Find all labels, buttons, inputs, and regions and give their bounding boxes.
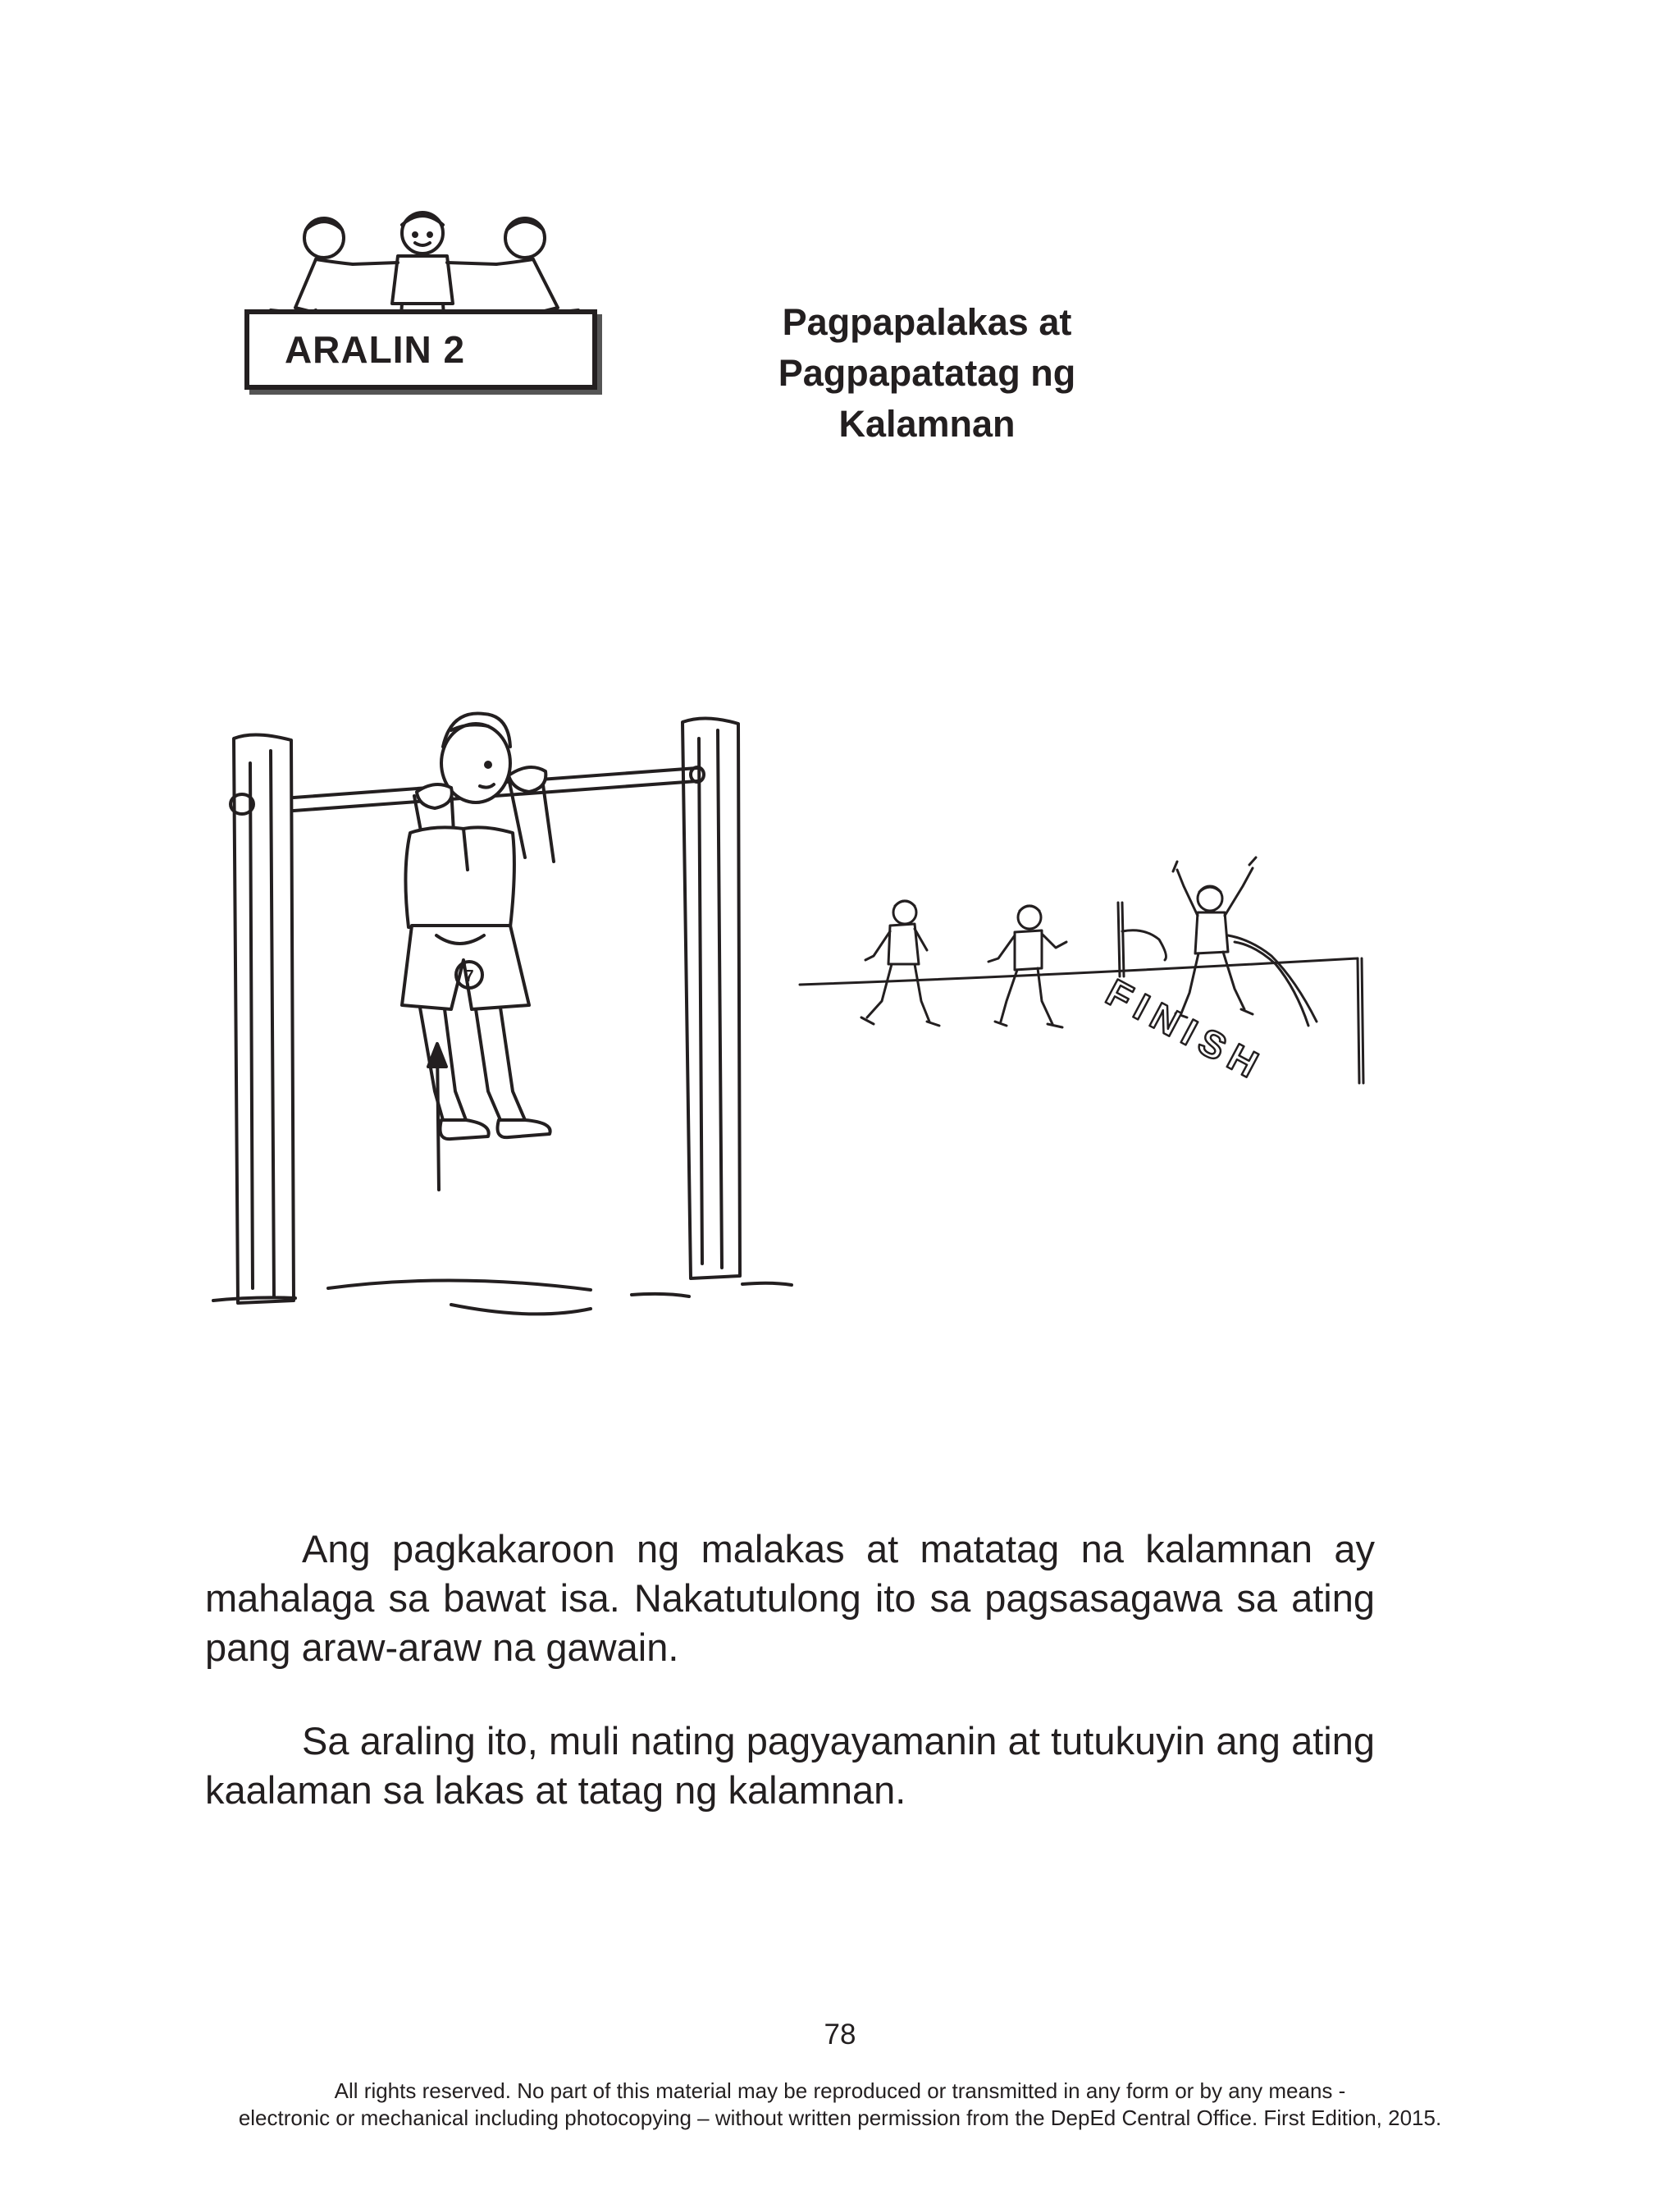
copyright-line-1: All rights reserved. No part of this material may be reproduced or transmitted in any form or by any means -: [334, 2078, 1346, 2103]
lesson-title: [656, 297, 1198, 450]
pull-up-bar-illustration: [205, 665, 796, 1337]
jersey-number: 7: [464, 967, 474, 985]
race-finish-illustration: [792, 853, 1382, 1132]
paragraph-1: [205, 1525, 1375, 1672]
lesson-title-line-1: Pagpapalakas at Pagpapatatag ng: [778, 301, 1076, 394]
copyright-notice: [0, 2078, 1680, 2132]
paragraph-2-text: Sa araling ito, muli nating pagyayamanin at tutukuyin ang ating kaalaman sa lakas at tatag ng kalamnan.: [205, 1719, 1375, 1812]
paragraph-1-text: Ang pagkakaroon ng malakas at matatag na kalamnan ay mahalaga sa bawat isa. Nakatutulong ito sa pagsasagawa sa ating pang araw-araw na gawain.: [205, 1527, 1375, 1669]
paragraph-2: [205, 1717, 1375, 1815]
lesson-title-line-2: Kalamnan: [838, 403, 1016, 445]
lesson-label: ARALIN 2: [284, 328, 466, 371]
finish-text: FINISH: [1099, 970, 1272, 1090]
page-number: 78: [824, 2019, 856, 2051]
copyright-line-2: electronic or mechanical including photocopying – without written permission from the DepEd Central Office. First Edition, 2015.: [238, 2105, 1442, 2130]
